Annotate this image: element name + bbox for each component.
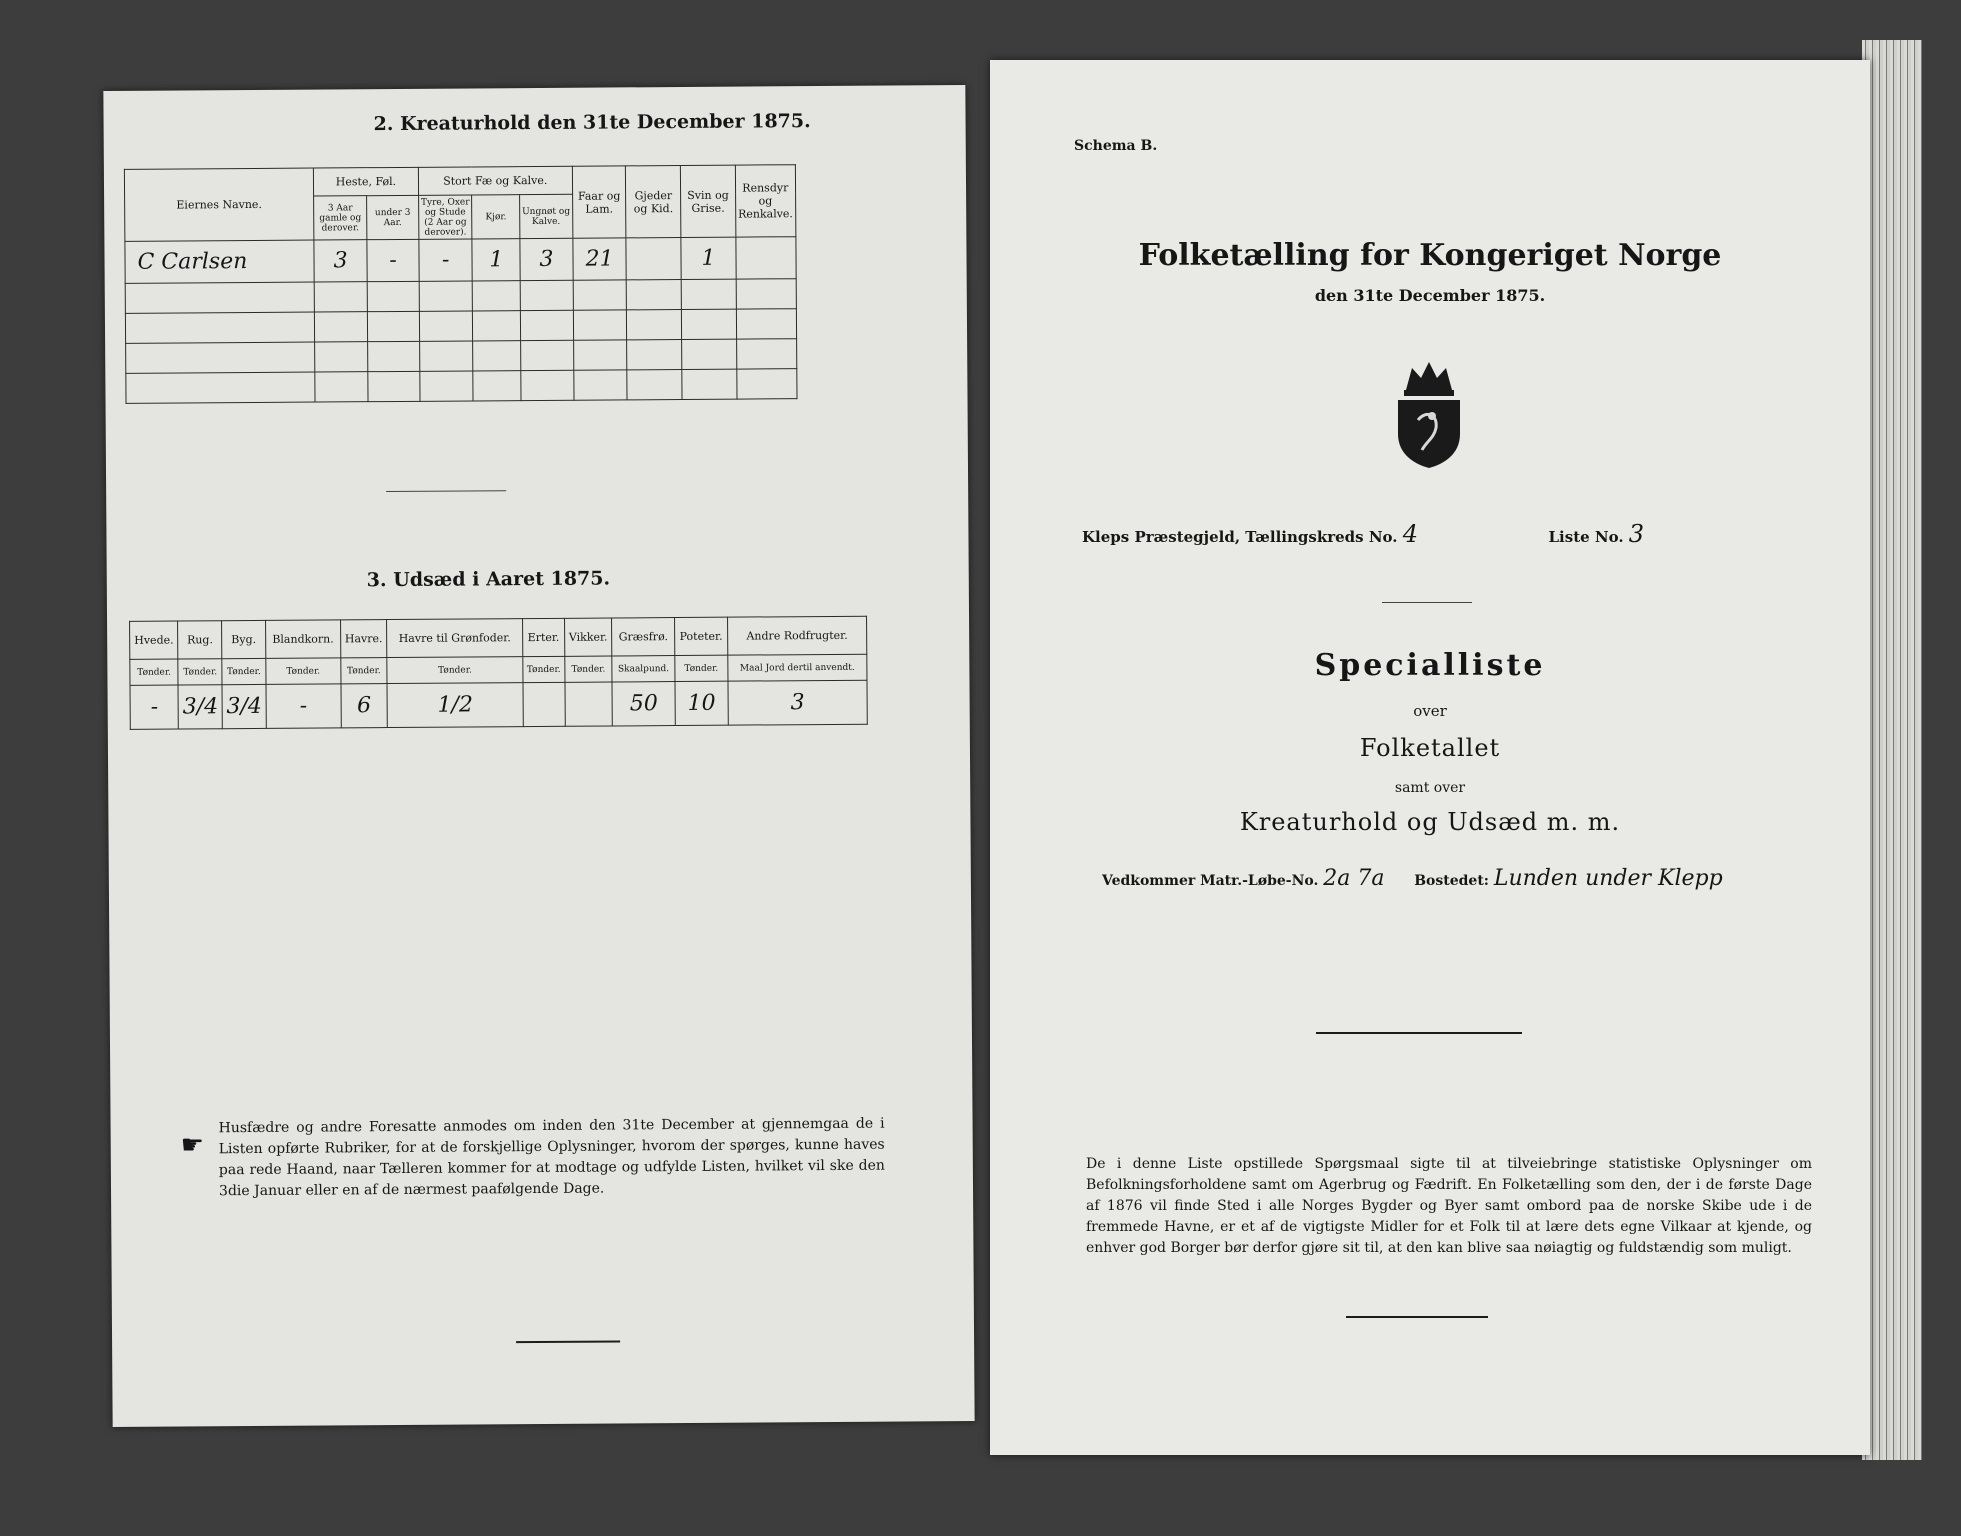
header-owner: Eiernes Navne.: [124, 168, 314, 241]
header-stortfae-b: Kjør.: [472, 195, 520, 239]
parish-name: Kleps: [1082, 528, 1130, 546]
seed-value-8: 50: [612, 682, 675, 726]
cell-heste-b: -: [367, 239, 419, 281]
seed-unit-0: Tønder.: [130, 659, 179, 685]
census-date: den 31te December 1875.: [1314, 286, 1546, 305]
seed-value-0: -: [130, 685, 179, 729]
header-rensdyr: Rensdyr og Renkalve.: [735, 165, 796, 237]
table-row: [126, 339, 797, 374]
seed-table: [129, 616, 868, 730]
seed-unit-3: Tønder.: [266, 658, 341, 685]
cell-rensdyr: [735, 237, 796, 279]
samt-over-text: samt over: [1394, 780, 1466, 796]
seed-header-9: Poteter.: [675, 617, 728, 655]
specialliste-heading: Specialliste: [1314, 648, 1546, 683]
left-page: [103, 85, 974, 1427]
district-label: Tællingskreds No.: [1245, 528, 1398, 546]
folketallet-heading: Folketallet: [1359, 734, 1501, 762]
cell-owner: C Carlsen: [125, 240, 314, 283]
bosted-label: Bostedet:: [1414, 873, 1489, 889]
location-line: [1082, 520, 1862, 560]
table-row: [125, 309, 796, 344]
table-row: [126, 369, 797, 404]
seed-header-10: Andre Rodfrugter.: [727, 616, 866, 655]
header-gjeder: Gjeder og Kid.: [626, 165, 681, 237]
cell-svin: 1: [681, 237, 736, 279]
header-heste: Heste, Føl.: [313, 167, 418, 196]
table-row: [130, 680, 867, 729]
seed-header-0: Hvede.: [130, 621, 179, 659]
seed-unit-1: Tønder.: [178, 659, 222, 685]
table-row: [125, 279, 796, 314]
seed-unit-2: Tønder.: [222, 658, 266, 684]
header-faar: Faar og Lam.: [572, 166, 626, 238]
district-number: 4: [1402, 520, 1419, 548]
cell-heste-a: 3: [314, 240, 367, 282]
cell-stortfae-c: 3: [520, 238, 573, 280]
seed-header-1: Rug.: [178, 621, 222, 659]
seed-header-7: Vikker.: [564, 618, 612, 656]
seed-unit-8: Skaalpund.: [612, 656, 675, 682]
coat-of-arms-icon: [1386, 358, 1472, 470]
kreaturhold-heading: Kreaturhold og Udsæd m. m.: [1239, 808, 1621, 836]
header-stortfae: Stort Fæ og Kalve.: [418, 166, 572, 195]
header-heste-a: 3 Aar gamle og derover.: [314, 196, 367, 240]
seed-value-10: 3: [728, 680, 867, 725]
divider: [516, 1340, 620, 1343]
list-number: 3: [1628, 520, 1645, 548]
seed-header-5: Havre til Grønfoder.: [387, 619, 523, 658]
seed-value-9: 10: [675, 681, 728, 725]
table-header-row: [130, 616, 867, 659]
property-line: [1102, 866, 1862, 891]
page-title: Folketælling for Kongeriget Norge: [1138, 238, 1722, 273]
header-heste-b: under 3 Aar.: [367, 195, 419, 239]
divider: [386, 490, 506, 492]
header-stortfae-a: Tyre, Oxer og Stude (2 Aar og derover).: [418, 195, 472, 239]
right-page: [990, 60, 1870, 1455]
seed-header-2: Byg.: [222, 620, 266, 658]
cell-gjeder: [626, 237, 681, 279]
divider: [1382, 602, 1472, 603]
livestock-table: [124, 164, 798, 404]
seed-value-3: -: [266, 684, 341, 729]
matr-label: Vedkommer Matr.-Løbe-No.: [1102, 873, 1319, 889]
household-note: Husfædre og andre Foresatte anmodes om inden den 31te December at gjennemgaa de i Listen opførte Rubriker, for at de forskjellige Oplysninger, hvorom der spørges, kunne haves paa rede Haand, naar Tælleren kommer for at modtage og udfylde Listen, hvilket vil ske den 3die Januar eller en af de nærmest paafølgende Dage.: [218, 1115, 885, 1200]
seed-header-8: Græsfrø.: [612, 618, 675, 656]
seed-value-6: [523, 682, 565, 726]
divider: [1316, 1032, 1522, 1034]
header-svin: Svin og Grise.: [681, 165, 736, 237]
list-label: Liste No.: [1548, 528, 1624, 546]
seed-value-4: 6: [341, 684, 388, 728]
section2-title: 2. Kreaturhold den 31te December 1875.: [373, 110, 811, 136]
schema-label: Schema B.: [1074, 138, 1158, 154]
seed-value-1: 3/4: [178, 685, 222, 729]
section3-title: 3. Udsæd i Aaret 1875.: [366, 567, 611, 592]
pointing-hand-icon: ☛: [180, 1130, 205, 1161]
cell-faar: 21: [573, 238, 627, 280]
seed-unit-6: Tønder.: [523, 656, 565, 682]
seed-value-2: 3/4: [222, 684, 266, 728]
seed-header-4: Havre.: [340, 620, 387, 658]
seed-unit-10: Maal Jord dertil anvendt.: [728, 654, 867, 681]
parish-label: Præstegjeld,: [1134, 528, 1241, 546]
seed-unit-5: Tønder.: [387, 657, 523, 684]
matr-value: 2a 7a: [1323, 866, 1385, 891]
page-edges: [1862, 40, 1922, 1460]
over-text: over: [1413, 702, 1447, 720]
header-stortfae-c: Ungnøt og Kalve.: [520, 194, 573, 238]
divider: [1346, 1316, 1488, 1318]
bosted-value: Lunden under Klepp: [1493, 866, 1723, 891]
seed-unit-4: Tønder.: [341, 658, 388, 684]
purpose-note: De i denne Liste opstillede Spørgsmaal sigte til at tilveiebringe statistiske Oplysninger om Befolkningsforholdene samt om Agerbrug og Fædrift. En Folketælling som den, der i de første Dage af 1876 vil finde Sted i alle Norges Bygder og Byer samt ombord paa de norske Skibe ude i de fremmede Havne, er et af de vigtigste Midler for et Folk til at lære dets egne Vilkaar at kjende, og enhver god Borger bør derfor gjøre sit til, at den kan blive saa nøiagtig og fuldstændig som muligt.: [1086, 1156, 1812, 1256]
seed-value-7: [565, 682, 613, 726]
table-row: [125, 237, 796, 284]
seed-header-6: Erter.: [523, 618, 565, 656]
seed-unit-7: Tønder.: [565, 656, 613, 682]
seed-header-3: Blandkorn.: [265, 620, 340, 659]
cell-stortfae-b: 1: [472, 239, 520, 281]
cell-stortfae-a: -: [419, 239, 473, 281]
seed-value-5: 1/2: [387, 683, 523, 728]
seed-unit-9: Tønder.: [675, 655, 728, 681]
